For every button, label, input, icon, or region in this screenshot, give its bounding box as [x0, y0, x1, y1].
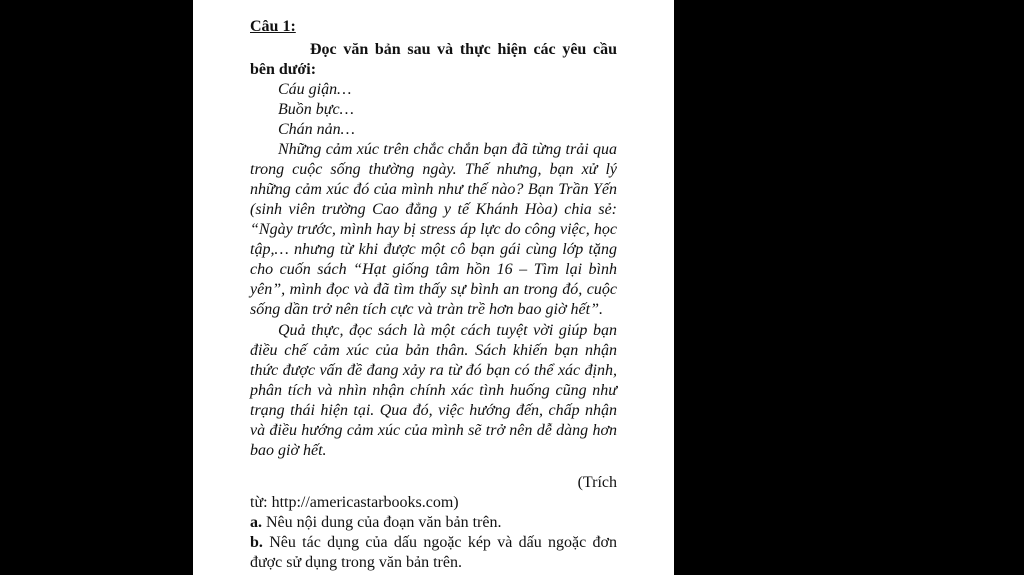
source-citation-start: (Trích	[577, 474, 617, 491]
sub-question-label: a.	[250, 514, 262, 531]
sub-question-b	[250, 533, 617, 573]
question-instruction: Đọc văn bản sau và thực hiện các yêu cầu bên dưới:	[250, 41, 617, 78]
passage-paragraph-2: Quả thực, đọc sách là một cách tuyệt vời giúp bạn điều chế cảm xúc của bản thân. Sách khiến bạn nhận thức được vấn đề đang xảy ra từ đó bạn có thể xác định, phân tích và nhìn nhận chính xác tình huống cũng như trạng thái hiện tại. Qua đó, việc hướng đến, chấp nhận và điều hướng cảm xúc của mình sẽ trở nên dễ dàng hơn bao giờ hết.	[250, 322, 617, 459]
sub-question-text: Nêu tác dụng của dấu ngoặc kép và dấu ngoặc đơn được sử dụng trong văn bản trên.	[250, 534, 617, 571]
question-title: Câu 1:	[250, 18, 296, 35]
sub-question-label: b.	[250, 534, 263, 551]
passage-paragraph-1: Những cảm xúc trên chắc chắn bạn đã từng trải qua trong cuộc sống thường ngày. Thế nhưng, bạn xử lý những cảm xúc đó của mình như thế nào? Bạn Trần Yến (sinh viên trường Cao đẳng y tế Khánh Hòa) chia sẻ: “Ngày trước, mình hay bị stress áp lực do công việc, học tập,… nhưng từ khi được một cô bạn gái cùng lớp tặng cho cuốn sách “Hạt giống tâm hồn 16 – Tìm lại bình yên”, mình đọc và đã tìm thấy sự bình an trong đó, cuộc sống dần trở nên tích cực và tràn trề hơn bao giờ hết”.	[250, 141, 617, 318]
poem-line: Buồn bực…	[278, 101, 354, 118]
poem-line: Chán nản…	[278, 121, 355, 138]
poem-line: Cáu giận…	[278, 81, 352, 98]
document-page	[193, 0, 674, 575]
document-content	[250, 17, 617, 573]
source-citation-url: từ: http://americastarbooks.com)	[250, 494, 459, 511]
sub-question-a	[250, 513, 617, 533]
sub-question-text: Nêu nội dung của đoạn văn bản trên.	[262, 514, 502, 531]
